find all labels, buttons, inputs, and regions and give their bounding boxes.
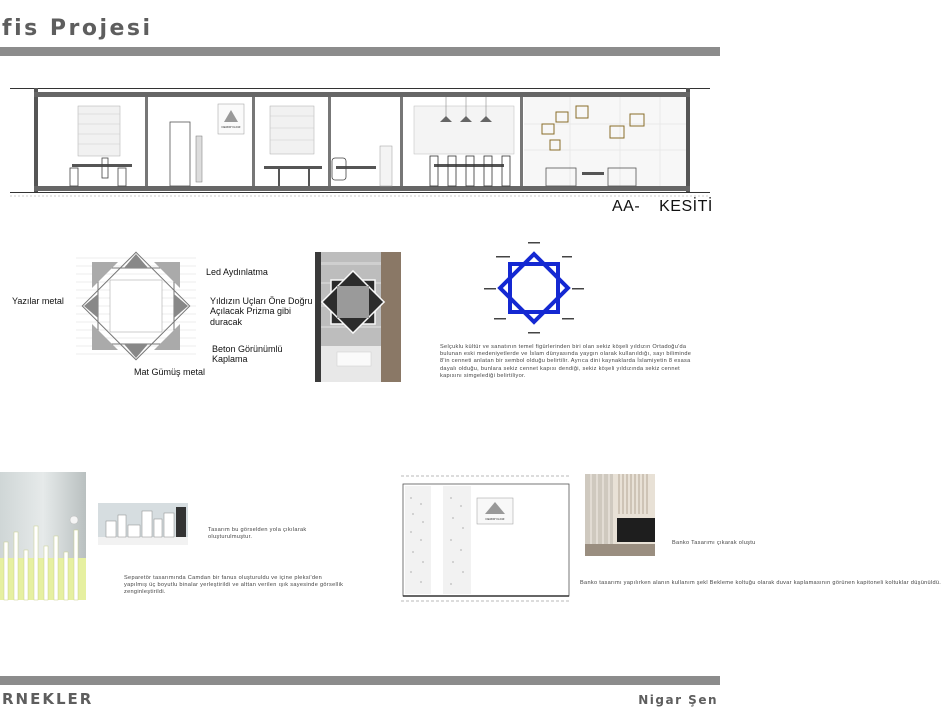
reception-paragraph: Banko tasarımı yapılırken alanın kullanım şekl Bekleme koltuğu olarak duvar kaplamasının görünen kapitoneli koltuklar düşünüldü.	[580, 580, 941, 586]
svg-text:DEMIRYILDIZ: DEMIRYILDIZ	[221, 125, 241, 129]
selcuk-star-diagram	[472, 238, 596, 338]
star-detail-drawing	[76, 252, 196, 360]
footer-divider-bar	[0, 676, 720, 685]
label-led-lighting: Led Aydınlatma	[206, 267, 268, 277]
selcuk-star-paragraph: Selçuklu kültür ve sanatının temel figürlerinden biri olan sekiz köşeli yıldızın Ortadoğu'da bulunan eski medeniyetlerde ve İslam dünyasında yaygın olarak kullanıldığı, sayı biliminde 8'in cenneti anlatan bir sembol olduğu belirtilir. Ayrıca dini kaynaklarda İslamiyetin 8 esasa dayalı olduğu, bunlara sekiz cennet kapısı dendiği, sekiz köşeli yıldızında sekiz cennet kapısını simgelediği belirtiliyor.	[440, 344, 692, 379]
separator-paragraph: Separetör tasarımında Camdan bir fanus oluşturuldu ve içine pleksi'den yapılmış üç boyutlu binalar yerleştirildi ve alttan verilen ışık sayesinde görsellik zenginleştirildi.	[124, 575, 344, 596]
label-concrete-cladding: Beton Görünümlü Kaplama	[212, 344, 283, 365]
separator-render-photo	[0, 472, 86, 600]
header-divider-bar	[0, 47, 720, 56]
footer-section-title: RNEKLER	[2, 690, 94, 708]
reception-caption: Banko Tasarımı çıkarak oluştu	[672, 540, 756, 546]
separator-caption: Tasarım bu görselden yola çıkılarak oluşturulmuştur.	[208, 527, 307, 541]
label-letters-metal: Yazılar metal	[12, 296, 64, 306]
section-drawing	[10, 84, 710, 202]
svg-text:DEMIRYILDIZ: DEMIRYILDIZ	[485, 517, 505, 521]
label-prism-tips: Yıldızın Uçları Öne Doğru Açılacak Prizma gibi duracak	[210, 296, 313, 327]
reception-elevation-drawing	[401, 474, 571, 604]
reception-render-photo	[585, 474, 655, 556]
footer-author-name: Nigar Şen	[638, 693, 718, 707]
section-label: AA- KESİTİ	[612, 198, 713, 215]
label-matte-silver: Mat Gümüş metal	[134, 367, 206, 377]
page-title: fis Projesi	[2, 16, 153, 41]
star-wall-photo	[315, 252, 401, 382]
city-maquette-photo	[98, 503, 188, 545]
